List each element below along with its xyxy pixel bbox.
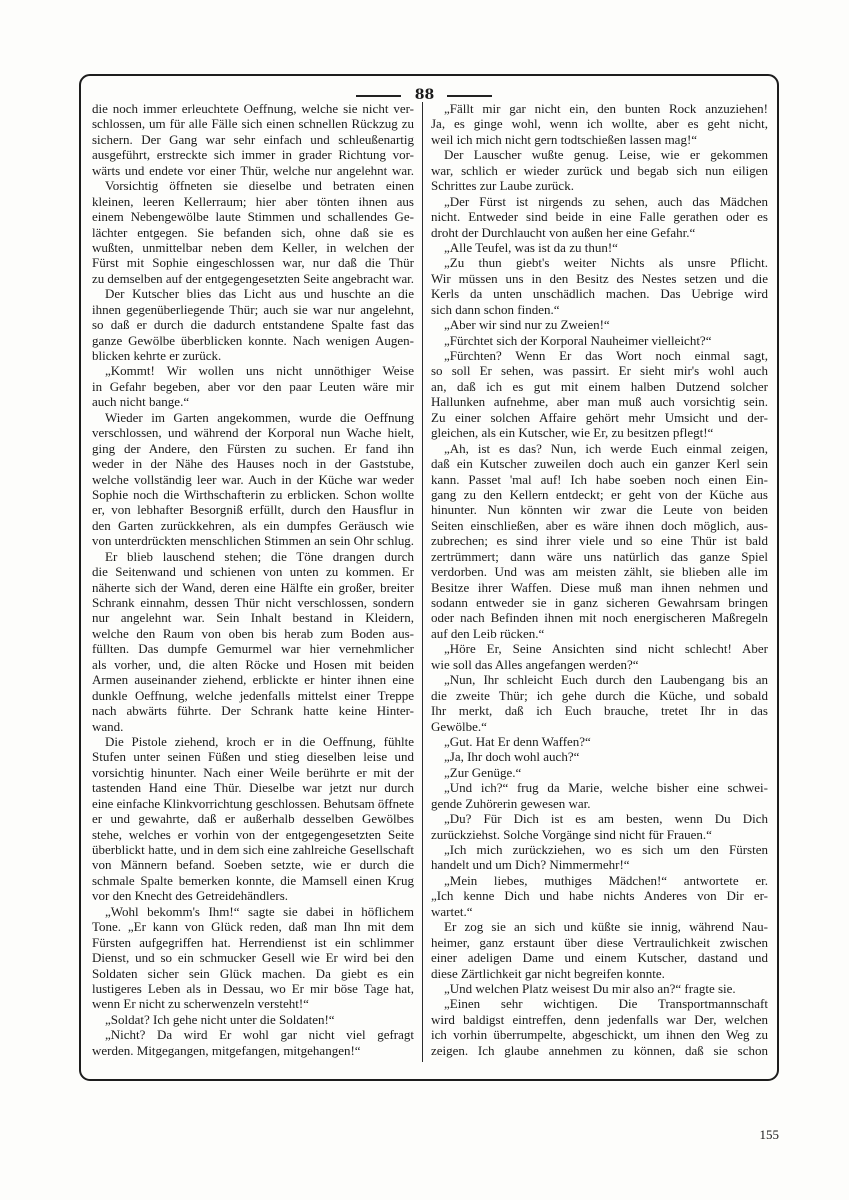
line-text: von Männern befand. Soeben setzte, wie er durch die (92, 857, 414, 873)
line-text: Soldaten sicher sein Glück machen. Da giebt es ein (92, 965, 414, 981)
text-line (431, 394, 768, 409)
line-text: auch nicht bange.“ (92, 394, 190, 410)
text-line (92, 225, 414, 240)
line-text: Schrittes zur Laube zurück. (431, 178, 574, 194)
line-text: „Alle Teufel, was ist da zu thun!“ (444, 239, 618, 255)
line-text: „Ah, ist es das? Nun, ich werde Euch einmal zeigen, (444, 440, 768, 456)
line-text: auf den Leib rücken.“ (431, 625, 545, 641)
line-text: werden. Mitgegangen, mitgefangen, mitgehangen!“ (92, 1042, 361, 1058)
column-divider (422, 102, 423, 1062)
text-line (92, 348, 414, 363)
line-text: Stufen unter seinen Füßen und stieg dieselben leise und (92, 749, 414, 765)
line-text: Hallunken aufnehme, aber man muß auch vorsichtig sein. (431, 394, 768, 410)
line-text: Schrank einnahm, dessen Thür nicht verschlossen, sondern (92, 595, 414, 610)
paragraph (92, 363, 414, 409)
text-line (431, 564, 768, 579)
text-line (92, 919, 414, 934)
text-line (431, 255, 768, 270)
line-text: nicht. Entweder sind beide in eine Falle gerathen oder es (431, 209, 768, 225)
line-text: zertrümmert; dann wäre uns natürlich das ganze Spiel (431, 548, 768, 564)
text-line (92, 456, 414, 471)
text-line (92, 1043, 414, 1058)
text-line (431, 410, 768, 425)
paragraph (431, 919, 768, 981)
line-text: Wieder im Garten angekommen, wurde die Oeffnung (105, 409, 414, 425)
text-line (431, 147, 768, 162)
text-line (92, 410, 414, 425)
paragraph (431, 981, 768, 996)
line-text: weil ich mich nicht gern todtschießen lassen mag!“ (431, 131, 698, 147)
line-text: war, schlich er wieder zurück und begab sich nun eiligen (431, 162, 768, 178)
text-line (92, 240, 414, 255)
text-line (431, 240, 768, 255)
paragraph (92, 178, 414, 286)
line-text: lächter entgegen. Sie befanden sich, ohne daß sie es (92, 224, 414, 240)
text-line (431, 456, 768, 471)
line-text: „Fürchtet sich der Korporal Nauheimer vielleicht?“ (444, 332, 712, 348)
line-text: Armen auseinander ziehend, erblickte er hinter ihnen eine (92, 672, 414, 688)
paragraph (431, 996, 768, 1058)
line-text: wenn Er nicht zu scherwenzeln versteht!“ (92, 996, 309, 1012)
line-text: „Kommt! Wir wollen uns nicht unnöthiger Weise (105, 363, 414, 379)
text-line (431, 533, 768, 548)
text-line (92, 842, 414, 857)
text-line (92, 996, 414, 1011)
line-text: „Fällt mir gar nicht ein, den bunten Rock anzuziehen! (444, 101, 768, 116)
line-text: zu demselben auf der entgegengesetzten Seite angebracht war. (92, 270, 414, 286)
line-text: Er zog sie an sich und küßte sie innig, während Nau- (444, 919, 768, 935)
text-line (92, 657, 414, 672)
text-line (431, 688, 768, 703)
line-text: Dienst, und so ein schmucker Gesell wie Er wird bei den (92, 950, 414, 966)
text-line (92, 518, 414, 533)
text-line (431, 996, 768, 1011)
line-text: „Einen sehr wichtigen. Die Transportmannschaft (444, 996, 768, 1012)
line-text: wand. (92, 718, 124, 734)
text-line (431, 271, 768, 286)
text-line (431, 348, 768, 363)
text-line (92, 780, 414, 795)
line-text: lustigeres Leben als in Dessau, wo Er mir böse Tage hat, (92, 980, 414, 996)
line-text: weder in der Nähe des Hauses noch in der Gaststube, (92, 456, 414, 472)
line-text: kleinen, leeren Kellerraum; hier aber tönten ihnen aus (92, 193, 414, 209)
paragraph (431, 194, 768, 240)
page-header-number: 88 (414, 87, 435, 103)
text-line (92, 379, 414, 394)
line-text: wartet.“ (431, 903, 473, 919)
line-text: zurückziehst. Solche Vorgänge sind nicht für Frauen.“ (431, 826, 712, 842)
paragraph (431, 441, 768, 642)
text-line (92, 178, 414, 193)
paragraph (431, 101, 768, 147)
line-text: „Nicht? Da wird Er wohl gar nicht viel gefragt (105, 1027, 414, 1043)
line-text: von unterdrückten menschlichen Stimmen an sein Ohr schlug. (92, 533, 414, 549)
line-text: Zu einer solchen Affaire gehört mehr Umsicht und der- (431, 409, 768, 425)
line-text: „Zu thun giebt's weiter Nichts als unsre Pflicht. (444, 255, 768, 271)
line-text: „Der Fürst ist nirgends zu sehen, auch das Mädchen (444, 193, 768, 209)
line-text: stehe, welches er vorhin von der entgegengesetzten Seite (92, 826, 414, 842)
text-line (431, 610, 768, 625)
text-line (431, 549, 768, 564)
line-text: „Du? Für Dich ist es am besten, wenn Du Dich (444, 811, 768, 827)
line-text: sichern. Der Gang war sehr einfach und schleußenartig (92, 131, 414, 147)
text-line (431, 935, 768, 950)
text-line (431, 225, 768, 240)
text-line (431, 302, 768, 317)
text-line (92, 487, 414, 502)
line-text: die zweite Thür; ich gehe durch die Küche, und sobald (431, 687, 768, 703)
line-text: Sophie noch die Wirthschafterin zu erblicken. Schon wollte (92, 486, 414, 502)
line-text: eine einfache Klinkvorrichtung geschlossen. Behutsam öffnete (92, 795, 414, 811)
text-line (431, 857, 768, 872)
line-text: Tone. „Er kann von Glück reden, daß man Ihn mit dem (92, 919, 414, 935)
text-line (92, 147, 414, 162)
paragraph (431, 842, 768, 873)
line-text: wärts und endete vor einer Thür, welche nur angelehnt war. (92, 162, 414, 178)
line-text: „Soldat? Ich gehe nicht unter die Soldaten!“ (105, 1011, 335, 1027)
text-line (92, 626, 414, 641)
text-line (92, 904, 414, 919)
line-text: er und gewahrte, daß er außerhalb desselben Gewölbes (92, 811, 414, 827)
line-text: „Mein liebes, muthiges Mädchen!“ antwortete er. (444, 872, 768, 888)
line-text: die Seitenwand und schienen von unten zu kommen. Er (92, 564, 414, 580)
paragraph (92, 904, 414, 1012)
text-line (431, 719, 768, 734)
text-line (431, 116, 768, 131)
line-text: wußten, unmittelbar neben dem Keller, in welchen der (92, 239, 414, 255)
line-text: Seiten einschließen, aber es wäre ihnen doch möglich, aus- (431, 517, 768, 533)
text-line (431, 194, 768, 209)
line-text: Ja, es ginge wohl, wenn ich wollte, aber es geht nicht, (431, 116, 768, 132)
line-text: gleichen, als ein Kutscher, wie Er, zu besitzen pflegt!“ (431, 425, 714, 441)
text-line (92, 595, 414, 610)
text-line (431, 425, 768, 440)
text-line (431, 842, 768, 857)
paragraph (92, 734, 414, 904)
paragraph (431, 348, 768, 441)
text-line (431, 703, 768, 718)
text-line (92, 333, 414, 348)
paragraph (431, 873, 768, 919)
text-line (92, 950, 414, 965)
text-line (92, 317, 414, 332)
text-line (92, 1012, 414, 1027)
line-text: Die Pistole ziehend, kroch er in die Oeffnung, fühlte (105, 733, 414, 749)
text-line (92, 564, 414, 579)
line-text: welche vollständig leer war. Auch in der Küche war weder (92, 471, 414, 487)
text-line (92, 502, 414, 517)
text-line (431, 101, 768, 116)
text-line (431, 178, 768, 193)
text-line (92, 394, 414, 409)
line-text: „Aber wir sind nur zu Zweien!“ (444, 317, 610, 333)
text-line (431, 966, 768, 981)
text-line (92, 101, 414, 116)
paragraph (431, 734, 768, 749)
text-line (92, 796, 414, 811)
text-line (92, 1027, 414, 1042)
text-line (92, 549, 414, 564)
text-line (92, 734, 414, 749)
line-text: droht der Durchlaucht von außen her eine Gefahr.“ (431, 224, 696, 240)
line-text: an, daß ich es gut mit einem halben Dutzend solcher (431, 378, 768, 394)
line-text: heimer, ganz erstaunt über diese Vertraulichkeit zwischen (431, 934, 768, 950)
line-text: welche den Raum von oben bis herab zum Boden aus- (92, 625, 414, 641)
line-text: „Gut. Hat Er denn Waffen?“ (444, 733, 591, 749)
line-text: zubrechen; es sind ihrer viele und so eine Thür ist bald (431, 533, 768, 549)
line-text: „Ich kenne Dich und habe nichts Anderes von Dir er- (431, 888, 768, 904)
line-text: er, von lebhafter Besorgniß erfüllt, durch den Hausflur in (92, 502, 414, 518)
text-line (431, 333, 768, 348)
line-text: Wir müssen uns in den Besitz des Nestes setzen und die (431, 270, 768, 286)
line-text: Besitze ihrer Waffen. Diese muß man ihnen nehmen und (431, 579, 768, 595)
text-line (431, 950, 768, 965)
paragraph (92, 549, 414, 734)
line-text: als vorher, und, die alten Röcke und Hosen mit beiden (92, 656, 414, 672)
text-line (92, 981, 414, 996)
line-text: einem Nebengewölbe laute Stimmen und schallendes Ge- (92, 209, 414, 225)
line-text: ausgeführt, erstreckte sich immer in grader Richtung vor- (92, 147, 414, 163)
paragraph (431, 749, 768, 764)
text-line (92, 935, 414, 950)
text-line (431, 209, 768, 224)
text-line (92, 765, 414, 780)
line-text: „Und welchen Platz weisest Du mir also an?“ fragte sie. (444, 980, 736, 996)
text-line (92, 132, 414, 147)
line-text: einer adeligen Dame und einem Kutscher, dastand und (431, 950, 768, 966)
left-column (92, 101, 414, 1058)
line-text: so soll Er sehen, was passirt. Er sieht mir's wohl auch (431, 363, 768, 379)
line-text: vor den Knecht des Getreidehändlers. (92, 888, 289, 904)
text-line (431, 626, 768, 641)
text-line (431, 981, 768, 996)
text-line (92, 580, 414, 595)
paragraph (431, 240, 768, 255)
line-text: nur angelehnt war. Sein Inhalt bestand in Kleidern, (92, 610, 414, 626)
text-line (431, 811, 768, 826)
line-text: ganze Gewölbe überblicken konnte. Nach wenigen Augen- (92, 332, 414, 348)
line-text: zeigen. Ich glaube annehmen zu können, daß sie schon (431, 1042, 768, 1058)
line-text: Fürst mit Sophie eingeschlossen war, nur daß die Thür (92, 255, 414, 271)
line-text: daß ein Kutscher zuweilen doch auch ein ganzer Kerl sein (431, 456, 768, 472)
text-line (431, 672, 768, 687)
line-text: Fürsten aufgegriffen hat. Herrendienst ist ein schlimmer (92, 934, 414, 950)
paragraph (431, 780, 768, 811)
line-text: vorsichtig hinunter. Nach einer Weile berührte er mit der (92, 764, 414, 780)
line-text: Vorsichtig öffneten sie dieselbe und betraten einen (105, 178, 414, 194)
line-text: sodann entweder sie in ganz sicheren Gewahrsam bringen (431, 595, 768, 610)
line-text: ging der Andere, den Fürsten zu suchen. Er fand ihn (92, 440, 414, 456)
text-line (431, 780, 768, 795)
paragraph (431, 255, 768, 317)
paragraph (431, 765, 768, 780)
line-text: Gewölbe.“ (431, 718, 487, 734)
line-text: sich dann schon finden.“ (431, 301, 560, 317)
text-line (431, 873, 768, 888)
line-text: ich vorhin überrumpelte, abgeschickt, um ihnen den Weg zu (431, 1027, 768, 1043)
line-text: dunkle Oeffnung, welche jedenfalls mittelst einer Treppe (92, 687, 414, 703)
text-line (92, 811, 414, 826)
line-text: in Gefahr begeben, aber vor den paar Leuten wäre mir (92, 378, 414, 394)
text-line (92, 209, 414, 224)
text-line (92, 749, 414, 764)
text-line (92, 441, 414, 456)
line-text: „Fürchten? Wenn Er das Wort noch einmal sagt, (444, 348, 768, 363)
line-text: handelt und um Dich? Nimmermehr!“ (431, 857, 630, 873)
line-text: „Nun, Ihr schleicht Euch durch den Laubengang bis an (444, 672, 768, 688)
text-line (431, 796, 768, 811)
text-line (92, 672, 414, 687)
paragraph (92, 1027, 414, 1058)
text-line (431, 765, 768, 780)
text-line (92, 425, 414, 440)
line-text: diese Zärtlichkeit gar nicht begreifen konnte. (431, 965, 665, 981)
text-line (92, 116, 414, 131)
line-text: Kerls da unten unschädlich machen. Das Uebrige wird (431, 286, 768, 302)
line-text: schlossen, um für alle Fälle sich einen schnellen Rückzug zu (92, 116, 414, 132)
text-line (431, 595, 768, 610)
line-text: verdorben. Und was am meisten zählt, sie blieben alle im (431, 564, 768, 580)
paragraph (92, 1012, 414, 1027)
header-rule-right (447, 95, 492, 97)
line-text: oder nach Befinden ihnen mit noch energischeren Maßregeln (431, 610, 768, 626)
right-column (431, 101, 768, 1058)
text-line (431, 441, 768, 456)
paragraph (92, 286, 414, 363)
line-text: füllten. Das dumpfe Gemurmel war hier vernehmlicher (92, 641, 414, 657)
text-line (431, 641, 768, 656)
line-text: so daß er durch die dadurch entstandene Spalte fast das (92, 317, 414, 333)
text-line (92, 255, 414, 270)
text-line (92, 610, 414, 625)
paragraph (92, 101, 414, 178)
text-line (92, 827, 414, 842)
line-text: den Garten zurückkehren, als ein dumpfes Geräusch wie (92, 517, 414, 533)
paragraph (92, 410, 414, 549)
line-text: näherte sich der Wand, deren eine Hälfte ein großer, breiter (92, 579, 414, 595)
line-text: Der Kutscher blies das Licht aus und huschte an die (105, 286, 414, 302)
text-line (431, 734, 768, 749)
text-line (431, 317, 768, 332)
line-text: „Und ich?“ frug da Marie, welche bisher eine schwei- (444, 780, 768, 796)
text-line (92, 533, 414, 548)
line-text: schmale Spalte bemerken konnte, die Mamsell einen Krug (92, 872, 414, 888)
line-text: „Wohl bekomm's Ihm!“ sagte sie dabei in höflichem (105, 903, 414, 919)
text-line (92, 703, 414, 718)
text-line (431, 518, 768, 533)
line-text: wie soll das Alles angefangen werden?“ (431, 656, 639, 672)
text-line (431, 502, 768, 517)
line-text: ihnen gegenüberliegende Thür; auch sie war nur angelehnt, (92, 301, 414, 317)
line-text: Er blieb lauschend stehen; die Töne drangen durch (105, 548, 414, 564)
text-line (92, 363, 414, 378)
text-line (92, 472, 414, 487)
text-line (431, 919, 768, 934)
line-text: „Ich mich zurückziehen, wo es sich um den Fürsten (444, 842, 768, 857)
text-line (431, 363, 768, 378)
line-text: Ihr merkt, daß ich Euch brauche, tretet Ihr in das (431, 703, 768, 719)
text-line (92, 966, 414, 981)
line-text: hinunter. Nun könnten wir zwar die Leute von beiden (431, 502, 768, 518)
line-text: tastenden Hand eine Thür. Dieselbe war jetzt nur durch (92, 780, 414, 796)
text-line (431, 749, 768, 764)
line-text: gende Zuhörerin gewesen war. (431, 795, 591, 811)
text-line (431, 580, 768, 595)
paragraph (431, 641, 768, 672)
text-line (92, 719, 414, 734)
paragraph (431, 672, 768, 734)
line-text: „Höre Er, Seine Ansichten sind nicht schlecht! Aber (444, 641, 768, 657)
paragraph (431, 317, 768, 332)
text-line (431, 379, 768, 394)
text-line (92, 302, 414, 317)
line-text: nach abwärts führte. Der Schrank hatte keine Hinter- (92, 703, 414, 719)
line-text: „Ja, Ihr doch wohl auch?“ (444, 749, 580, 765)
line-text: „Zur Genüge.“ (444, 764, 522, 780)
text-line (431, 472, 768, 487)
text-line (431, 132, 768, 147)
text-line (431, 286, 768, 301)
text-line (92, 857, 414, 872)
text-line (92, 194, 414, 209)
line-text: überblickt hatte, und in dem sich eine zahlreiche Gesellschaft (92, 842, 414, 857)
line-text: gang zu den Kellern entdeckt; er geht von der Küche aus (431, 486, 768, 502)
line-text: Der Lauscher wußte genug. Leise, wie er gekommen (444, 147, 768, 163)
text-line (92, 163, 414, 178)
text-line (431, 1027, 768, 1042)
text-line (92, 641, 414, 656)
text-line (92, 286, 414, 301)
paragraph (431, 147, 768, 193)
text-line (431, 1043, 768, 1058)
paragraph (431, 811, 768, 842)
line-text: die noch immer erleuchtete Oeffnung, welche sie nicht ver- (92, 101, 414, 116)
text-line (92, 873, 414, 888)
text-line (431, 657, 768, 672)
text-line (431, 487, 768, 502)
text-line (431, 888, 768, 903)
text-line (431, 904, 768, 919)
text-line (92, 271, 414, 286)
line-text: wird baldigst eintreffen, denn jedenfalls war Der, welchen (431, 1011, 768, 1027)
text-line (431, 163, 768, 178)
paragraph (431, 333, 768, 348)
text-line (92, 888, 414, 903)
page-number: 155 (759, 1127, 779, 1142)
text-line (92, 688, 414, 703)
line-text: verschlossen, und während der Korporal nun Wache hielt, (92, 425, 414, 441)
text-line (431, 1012, 768, 1027)
text-line (431, 827, 768, 842)
line-text: kann. Passet 'mal auf! Ich habe soeben noch einen Ein- (431, 471, 768, 487)
line-text: blicken kehrte er zurück. (92, 348, 222, 363)
